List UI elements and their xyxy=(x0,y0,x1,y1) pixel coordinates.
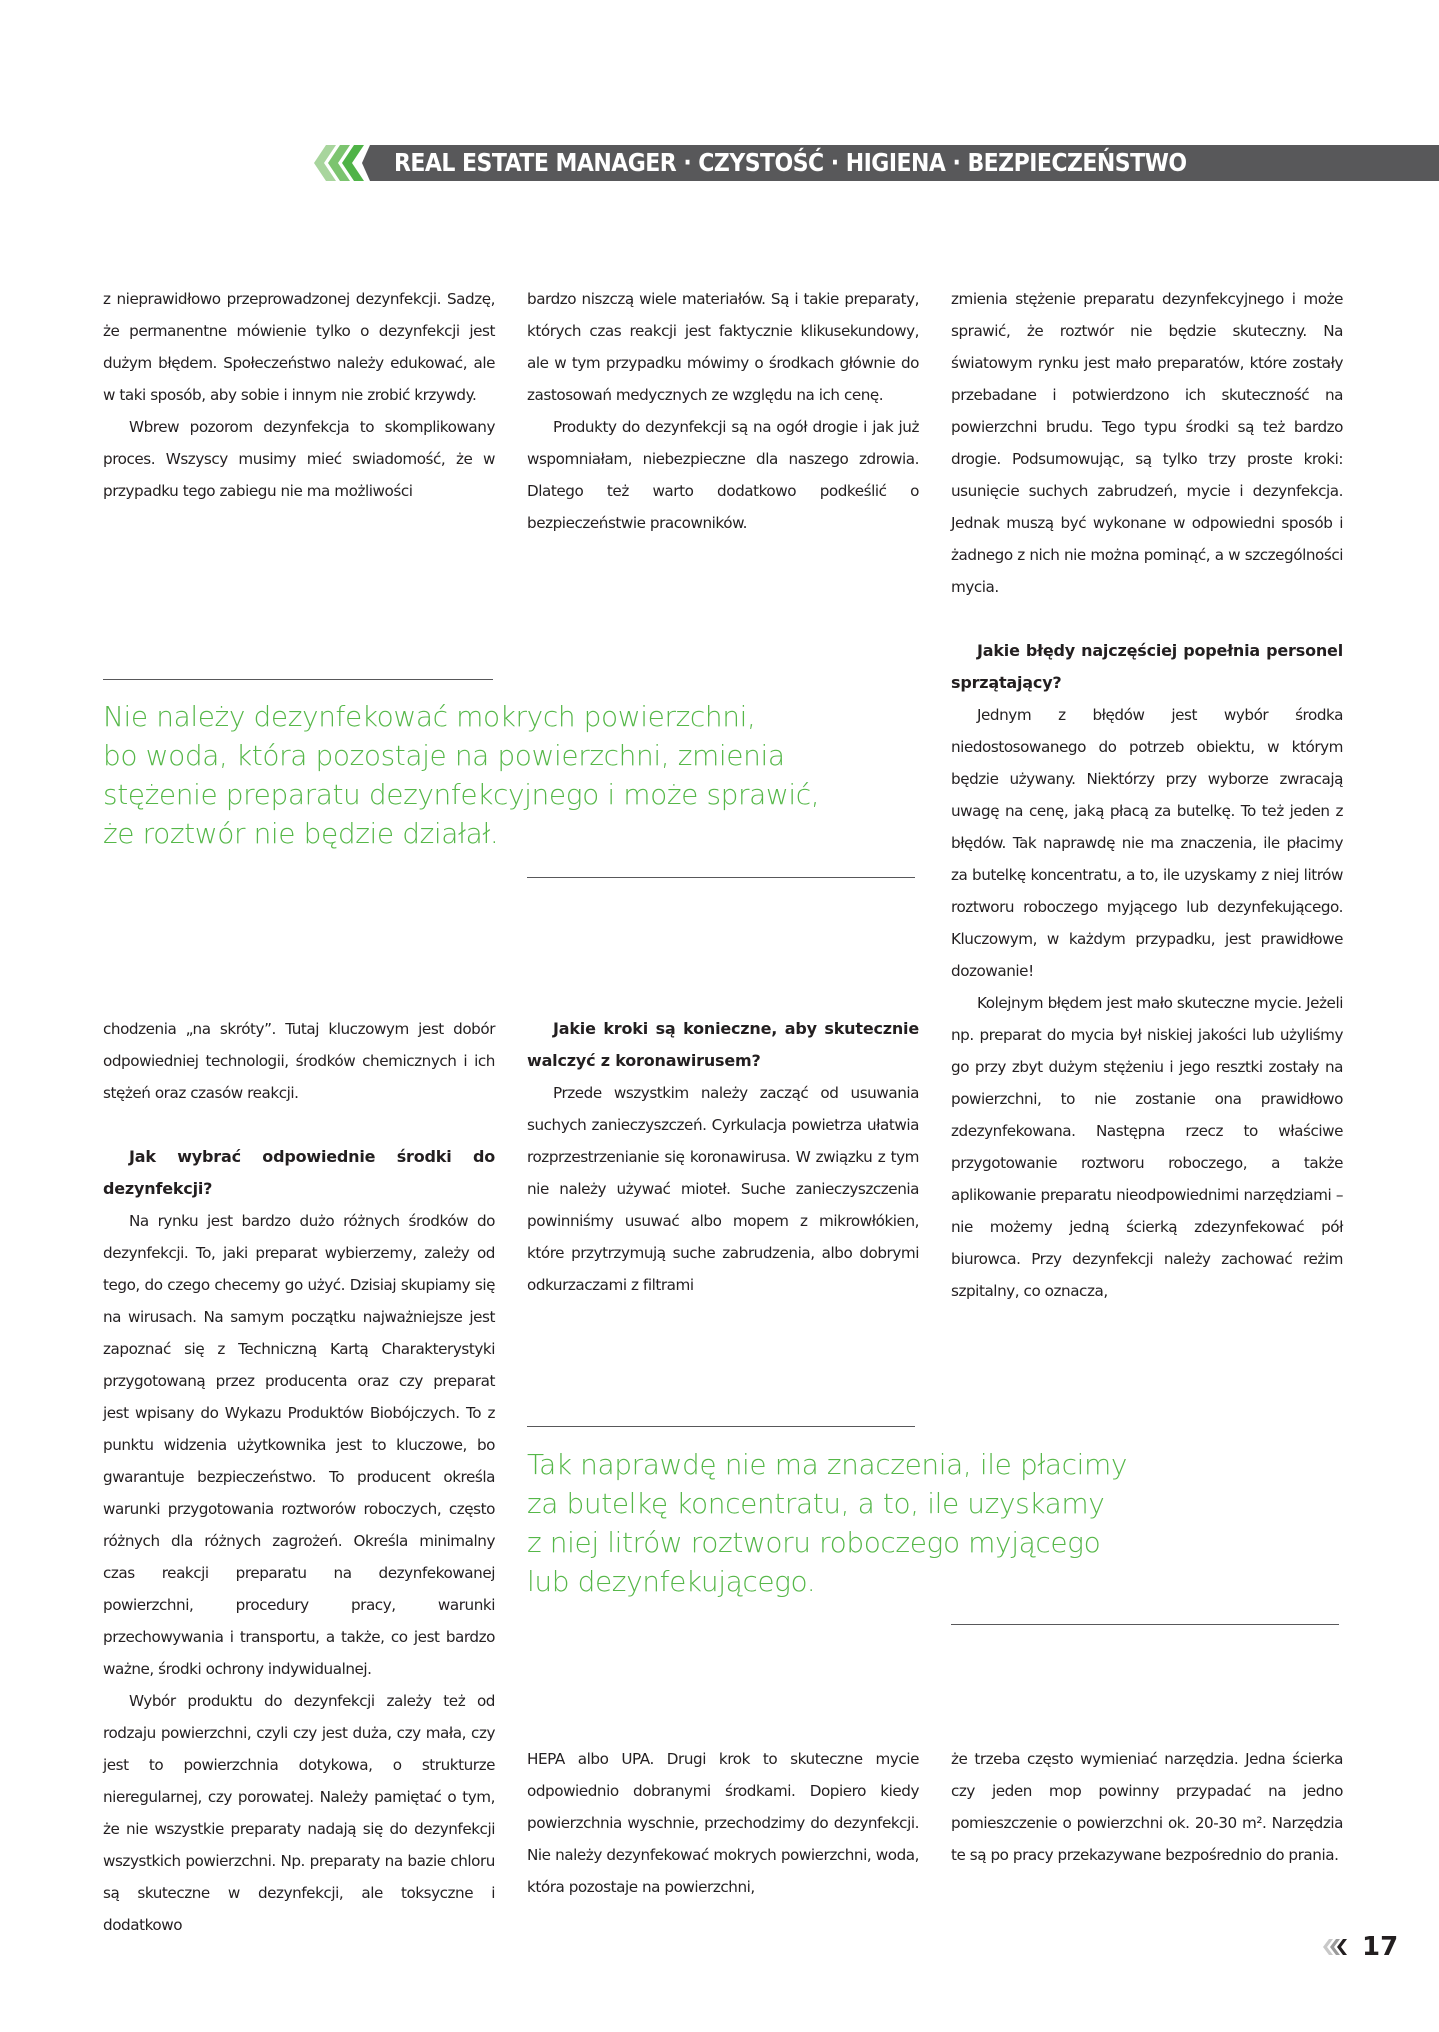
column-bottom-middle xyxy=(527,1743,919,1903)
triple-chevron-left-gray-icon xyxy=(1322,1939,1352,1955)
pull-quote-1 xyxy=(103,697,819,853)
column-bottom-left xyxy=(103,1013,495,1941)
pull-quote-line: Nie należy dezynfekować mokrych powierzchni, xyxy=(103,700,756,733)
pull-quote-rule-bottom xyxy=(527,877,915,878)
header-title: REAL ESTATE MANAGER · CZYSTOŚĆ · HIGIENA · BEZPIECZEŃSTWO xyxy=(394,148,1187,177)
section-heading: Jak wybrać odpowiednie środki do dezynfekcji? xyxy=(103,1147,495,1198)
column-right xyxy=(951,283,1343,1307)
pull-quote-rule-top xyxy=(103,679,493,680)
column-bottom-right xyxy=(951,1743,1343,1871)
pull-quote-line: Tak naprawdę nie ma znaczenia, ile płacimy xyxy=(527,1448,1128,1481)
body-paragraph: Wbrew pozorom dezynfekcja to skomplikowany proces. Wszyscy musimy mieć swiadomość, że w przypadku tego zabiegu nie ma możliwości xyxy=(103,418,495,500)
pull-quote-line: lub dezynfekującego. xyxy=(527,1565,816,1598)
body-paragraph: zmienia stężenie preparatu dezynfekcyjnego i może sprawić, że roztwór nie będzie skuteczny. Na światowym rynku jest mało preparatów, które zostały przebadane i potwierdzono ich skuteczność na powierzchni brudu. Tego typu środki są też bardzo drogie. Podsumowując, są tylko trzy proste kroki: usunięcie suchych zabrudzeń, mycie i dezynfekcja. Jednak muszą być wykonane w odpowiedni sposób i żadnego z nich nie można pominąć, a w szczególności mycia. xyxy=(951,290,1343,596)
body-paragraph: z nieprawidłowo przeprowadzonej dezynfekcji. Sadzę, że permanentne mówienie tylko o dezynfekcji jest dużym błędem. Społeczeństwo należy edukować, ale w taki sposób, aby sobie i innym nie zrobić krzywdy. xyxy=(103,290,495,404)
column-middle-section xyxy=(527,1013,919,1301)
body-paragraph: Na rynku jest bardzo dużo różnych środków do dezynfekcji. To, jaki preparat wybierzemy, zależy od tego, do czego checemy go użyć. Dzisiaj skupiamy się na wirusach. Na samym początku najważniejsze jest zapoznać się z Techniczną Kartą Charakterystyki przygotowaną przez producenta oraz czy preparat jest wpisany do Wykazu Produktów Biobójczych. To z punktu widzenia użytkownika jest to kluczowe, bo gwarantuje bezpieczeństwo. To producent określa warunki przygotowania roztworów roboczych, często różnych dla różnych zagrożeń. Określa minimalny czas reakcji preparatu na dezynfekowanej powierzchni, procedury pracy, warunki przechowywania i transportu, a także, co jest bardzo ważne, środki ochrony indywidualnej. xyxy=(103,1212,495,1678)
body-paragraph: Produkty do dezynfekcji są na ogół drogie i jak już wspomniałam, niebezpieczne dla naszego zdrowia. Dlatego też warto dodatkowo podkeślić o bezpieczeństwie pracowników. xyxy=(527,418,919,532)
page-number: 17 xyxy=(1362,1932,1399,1962)
body-paragraph: że trzeba często wymieniać narzędzia. Jedna ścierka czy jeden mop powinny przypadać na jedno pomieszczenie o powierzchni ok. 20-30 m². Narzędzia te są po pracy przekazywane bezpośrednio do prania. xyxy=(951,1750,1343,1864)
pull-quote-line: z niej litrów roztworu roboczego myjącego xyxy=(527,1526,1101,1559)
paragraph-spacer xyxy=(951,603,1343,635)
body-paragraph: chodzenia „na skróty”. Tutaj kluczowym jest dobór odpowiedniej technologii, środków chemicznych i ich stężeń oraz czasów reakcji. xyxy=(103,1020,495,1102)
body-paragraph: HEPA albo UPA. Drugi krok to skuteczne mycie odpowiednio dobranymi środkami. Dopiero kiedy powierzchnia wyschnie, przechodzimy do dezynfekcji. Nie należy dezynfekować mokrych powierzchni, woda, która pozostaje na powierzchni, xyxy=(527,1750,919,1896)
column-top-left xyxy=(103,283,495,507)
body-paragraph: Kolejnym błędem jest mało skuteczne mycie. Jeżeli np. preparat do mycia był niskiej jakości lub użyliśmy go przy zbyt dużym stężeniu i jego resztki zostały na powierzchni, to nie zostanie ona prawidłowo zdezynfekowana. Następna rzecz to właściwe przygotowanie roztworu roboczego, a także aplikowanie preparatu nieodpowiednimi narzędziami – nie możemy jedną ścierką zdezynfekować pół biurowca. Przy dezynfekcji należy zachować reżim szpitalny, co oznacza, xyxy=(951,994,1343,1300)
section-heading: Jakie kroki są konieczne, aby skutecznie walczyć z koronawirusem? xyxy=(527,1019,919,1070)
body-paragraph: Przede wszystkim należy zacząć od usuwania suchych zanieczyszczeń. Cyrkulacja powietrza ułatwia rozprzestrzenianie się koronawirusa. W związku z tym nie należy używać mioteł. Suche zanieczyszczenia powinniśmy usuwać albo mopem z mikrowłókien, które przytrzymują suche zabrudzenia, albo dobrymi odkurzaczami z filtrami xyxy=(527,1084,919,1294)
body-paragraph: Wybór produktu do dezynfekcji zależy też od rodzaju powierzchni, czyli czy jest duża, czy mała, czy jest to powierzchnia dotykowa, o strukturze nieregularnej, czy porowatej. Należy pamiętać o tym, że nie wszystkie preparaty nadają się do dezynfekcji wszystkich powierzchni. Np. preparaty na bazie chloru są skuteczne w dezynfekcji, ale toksyczne i dodatkowo xyxy=(103,1692,495,1934)
pull-quote-rule-top xyxy=(527,1426,915,1427)
pull-quote-line: że roztwór nie będzie działał. xyxy=(103,817,499,850)
page-number-footer xyxy=(1322,1932,1398,1962)
body-paragraph: Jednym z błędów jest wybór środka niedostosowanego do potrzeb obiektu, w którym będzie używany. Niektórzy przy wyborze zwracają uwagę na cenę, jaką płacą za butelkę. To też jeden z błędów. Tak naprawdę nie ma znaczenia, ile płacimy za butelkę koncentratu, a to, ile uzyskamy z niej litrów roztworu roboczego myjącego lub dezynfekującego. Kluczowym, w każdym przypadku, jest prawidłowe dozowanie! xyxy=(951,706,1343,980)
body-paragraph: bardzo niszczą wiele materiałów. Są i takie preparaty, których czas reakcji jest faktycznie klikusekundowy, ale w tym przypadku mówimy o środkach głównie do zastosowań medycznych ze względu na ich cenę. xyxy=(527,290,919,404)
pull-quote-line: stężenie preparatu dezynfekcyjnego i może sprawić, xyxy=(103,778,820,811)
pull-quote-line: za butelkę koncentratu, a to, ile uzyskamy xyxy=(527,1487,1105,1520)
section-heading: Jakie błędy najczęściej popełnia personel sprzątający? xyxy=(951,641,1343,692)
pull-quote-2 xyxy=(527,1445,1127,1601)
pull-quote-line: bo woda, która pozostaje na powierzchni, zmienia xyxy=(103,739,785,772)
column-top-middle xyxy=(527,283,919,539)
section-header xyxy=(312,145,1439,181)
paragraph-spacer xyxy=(103,1109,495,1141)
pull-quote-rule-bottom xyxy=(951,1624,1339,1625)
